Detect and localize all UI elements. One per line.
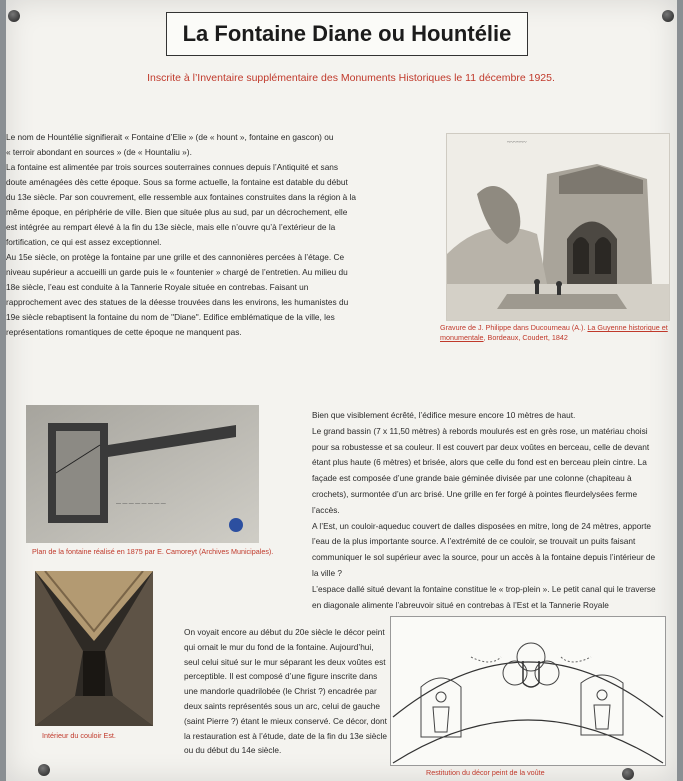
description-line: A l’Est, un couloir-aqueduc couvert de dalles disposées en mitre, long de 24 mètres, apporte — [312, 520, 651, 531]
intro-line: représentations romantiques de cette époque ne manquent pas. — [6, 327, 242, 337]
description-line: étant plus haute (6 mètres) et brisée, alors que celle du fond est en berceau plein cintre. La — [312, 457, 647, 468]
intro-line: fortification, ce qui est assez exceptionnel. — [6, 237, 162, 247]
decor-line: ou du début du 14e siècle. — [184, 745, 282, 756]
intro-line: La fontaine est alimentée par trois sources souterraines connues depuis l’Antiquité et sans — [6, 162, 339, 172]
description-line: Le grand bassin (7 x 11,50 mètres) à rebords moulurés est en grès rose, un matériau choisi — [312, 425, 648, 436]
svg-text:~~~~~~: ~~~~~~ — [507, 140, 527, 146]
description-line: communiquer le sol supérieur avec la source, pour un accès à la fontaine depuis l’intérieur de — [312, 552, 656, 563]
decor-line: On voyait encore au début du 20e siècle le décor peint — [184, 627, 385, 637]
intro-line: niveau supérieur a accueilli un garde puis le « fountenier » chargé de l’entretien. Au milieu du — [6, 267, 348, 277]
intro-line: Le nom de Hountélie signifierait « Fontaine d’Elie » (de « hount », fontaine en gascon) ou — [6, 132, 334, 142]
description-line: pour sa robustesse et sa couleur. Il est couvert par deux voûtes en berceau, celle de devant — [312, 441, 650, 452]
screw-bottom-right — [622, 768, 634, 780]
description-line: façade est composée d’une grande baie géminée divisée par une colonne (chapiteau à — [312, 473, 632, 484]
screw-top-right — [662, 10, 674, 22]
plan-caption: Plan de la fontaine réalisé en 1875 par E. Camoreyt (Archives Municipales). — [32, 547, 274, 556]
intro-line: « terroir abondant en sources » (de « Hountaliu »). — [6, 147, 192, 157]
intro-line: même époque, en périphérie de ville. Bien que située plus au sud, par un décrochement, elle — [6, 207, 348, 217]
description-line: en diagonale alimente l’abreuvoir situé en contrebas à l’Est et la Tannerie Royale — [312, 599, 609, 610]
intro-line: Au 15e siècle, on protège la fontaine par une grille et des cannonières percées à l’étage. Ce — [6, 252, 345, 262]
engraving-caption-link[interactable]: La Guyenne historique et monumentale — [440, 323, 668, 342]
restitution-caption: Restitution du décor peint de la voûte — [426, 768, 545, 777]
intro-line: rapprochement avec des statues de la déesse trouvées dans les environs, les humanistes du — [6, 297, 349, 307]
intro-line: du 13e siècle. Par son couvrement, elle ressemble aux fontaines construites dans la région à la — [6, 192, 357, 202]
decor-line: seul celui situé sur le mur séparant les deux voûtes est — [184, 656, 386, 667]
intro-line: 19e siècle rebaptisent la fontaine du nom de "Diane". Edifice emblématique de la ville, les — [6, 312, 335, 322]
information-panel — [6, 0, 677, 781]
decor-line: qui ornait le mur du fond de la fontaine. Aujourd’hui, — [184, 641, 374, 652]
decor-line: une mandorle quadrilobée (le Christ ?) encadrée par — [184, 686, 377, 697]
intro-line: doute aménagées dès cette époque. Sous sa forme actuelle, la fontaine est datable du début — [6, 177, 348, 187]
decor-text — [184, 625, 389, 758]
intro-text — [6, 130, 426, 340]
decor-line: perceptible. Il est composé d’une figure inscrite dans — [184, 671, 378, 682]
plan-image — [26, 405, 259, 543]
description-line: Bien que visiblement écrêté, l’édifice mesure encore 10 mètres de haut. — [312, 410, 576, 420]
svg-text:— — — — — — — —: — — — — — — — — — [116, 501, 166, 507]
engraving-caption-text: Gravure de J. Philippe dans Ducourneau (A.). — [440, 323, 588, 332]
screw-bottom-left — [38, 764, 50, 776]
title-box — [166, 12, 528, 56]
decor-line: (saint Pierre ?) étant le mieux conservé. Ce décor, dont — [184, 715, 387, 726]
engraving-caption — [440, 323, 676, 343]
corridor-image — [35, 571, 153, 726]
intro-line: est intégrée au rempart élevé à la fin du 13e siècle, mais elle n’ouvre qu’à l’extérieur de la — [6, 222, 336, 232]
description-line: l’accès. — [312, 504, 340, 515]
description-line: la ville ? — [312, 567, 342, 578]
description-text — [312, 408, 672, 613]
decor-line: deux saints représentés sous un arc, celui de gauche — [184, 700, 381, 711]
page-title: La Fontaine Diane ou Hountélie — [182, 21, 512, 46]
intro-line: 18e siècle, l’eau est conduite à la Tannerie Royale située en contrebas. Faisant un — [6, 282, 309, 292]
restitution-drawing — [390, 616, 666, 766]
subtitle: Inscrite à l’Inventaire supplémentaire des Monuments Historiques le 11 décembre 1925. — [147, 72, 555, 84]
description-line: l’eau de la plus importante source. A l’extrémité de ce couloir, se trouvait un puits faisant — [312, 536, 636, 547]
screw-top-left — [8, 10, 20, 22]
engraving-image — [446, 133, 670, 321]
decor-line: la restauration est à l’étude, date de la fin du 13e siècle — [184, 730, 387, 741]
engraving-caption-tail: , Bordeaux, Coudert, 1842 — [483, 333, 568, 342]
description-line: L’espace dallé situé devant la fontaine constitue le « trop-plein ». Le petit canal qui le traverse — [312, 583, 656, 594]
description-line: crochets), surmontée d’un arc brisé. Une grille en fer forgé à pointes fleurdelysées ferme — [312, 488, 638, 499]
corridor-caption: Intérieur du couloir Est. — [42, 731, 116, 740]
